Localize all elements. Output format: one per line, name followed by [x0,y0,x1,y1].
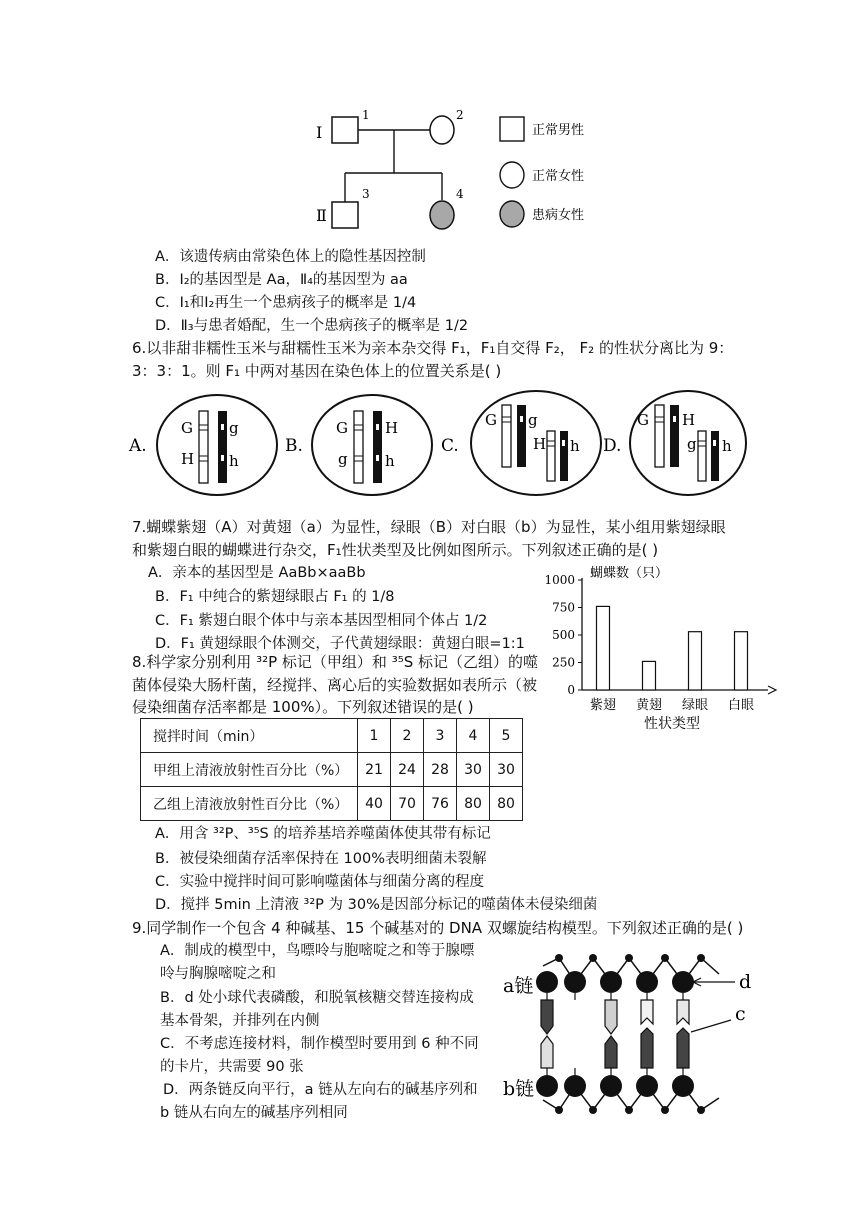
chart-y-tick-label: 750 [552,600,575,615]
q6-option-c-label: C. [441,436,459,456]
q6-stem-line2: 3：3：1。则 F₁ 中两对基因在染色体上的位置关系是( ) [132,362,502,380]
chart-y-tick-label: 250 [552,655,575,670]
q7-option-d: D．F₁ 黄翅绿眼个体测交，子代黄翅绿眼：黄翅白眼=1:1 [155,636,525,652]
table-header-row [141,719,523,753]
q9-option-a-line1: A．制成的模型中，鸟嘌呤与胞嘧啶之和等于腺嘌 [160,943,475,959]
q8-stem-line3: 侵染细菌存活率都是 100%）。下列叙述错误的是( ) [132,698,474,716]
q9-option-c-line2: 的卡片，共需要 90 张 [160,1059,304,1075]
q6-a-gene-G: G [181,419,193,437]
table-row-label: 乙组上清液放射性百分比（%） [141,787,358,821]
q6-d-gene-G: G [637,411,649,429]
q9-option-b-line1: B．d 处小球代表磷酸，和脱氧核糖交替连接构成 [160,990,474,1006]
table-cell: 30 [457,753,490,787]
chart-category-label: 紫翅 [589,698,617,713]
chart-bar-3 [735,632,748,690]
chart-y-tick-label: 1000 [544,573,575,587]
q8-option-c: C．实验中搅拌时间可影响噬菌体与细菌分离的程度 [155,874,485,890]
individual-4-affected-female [430,201,454,229]
individual-1-number: 1 [362,108,370,122]
legend-affected-symbol [500,201,524,227]
q7-option-c: C．F₁ 紫翅白眼个体中与亲本基因型相同个体占 1/2 [155,613,488,629]
q6-b-gene-h: h [385,452,395,470]
table-row-label: 甲组上清液放射性百分比（%） [141,753,358,787]
q6-d-gene-h: h [722,437,732,455]
table-cell: 21 [358,753,391,787]
individual-3-male [332,202,358,228]
q6-b-gene-G: G [336,419,348,437]
pedigree-figure [300,100,590,240]
legend-male-label: 正常男性 [532,123,585,138]
q6-a-gene-g: g [229,419,239,437]
q8-option-a: A．用含 ³²P、³⁵S 的培养基培养噬菌体使其带有标记 [155,826,491,842]
legend-affected-label: 患病女性 [532,208,585,223]
q9-option-d-line2: b 链从右向左的碱基序列相同 [160,1105,348,1121]
experiment-table [140,718,523,821]
chart-category-label: 黄翅 [635,698,663,713]
table-cell: 30 [490,753,523,787]
individual-2-number: 2 [456,108,464,122]
q7-option-a: A．亲本的基因型是 AaBb×aaBb [148,565,366,581]
q8-stem-line1: 8.科学家分别利用 ³²P 标记（甲组）和 ³⁵S 标记（乙组）的噬 [132,653,539,671]
q6-c-gene-H: H [533,435,547,453]
chart-y-tick-label: 0 [567,683,575,697]
q7-stem-line1: 7.蝴蝶紫翅（A）对黄翅（a）为显性，绿眼（B）对白眼（b）为显性，某小组用紫翅绿眼 [132,518,726,536]
q7-stem-line2: 和紫翅白眼的蝴蝶进行杂交，F₁性状类型及比例如图所示。下列叙述正确的是( ) [132,541,659,559]
q6-d-gene-g: g [687,435,697,453]
q5-option-a: A．该遗传病由常染色体上的隐性基因控制 [155,249,426,265]
chart-bar-0 [597,606,610,690]
table-cell: 70 [391,787,424,821]
q6-option-a-label: A. [129,436,147,456]
legend-female-label: 正常女性 [532,169,585,184]
individual-4-number: 4 [456,187,464,201]
table-cell: 80 [457,787,490,821]
q7-option-b: B．F₁ 中纯合的紫翅绿眼占 F₁ 的 1/8 [155,589,395,605]
table-cell: 80 [490,787,523,821]
chart-y-tick-label: 500 [552,628,575,642]
q9-option-c-line1: C．不考虑连接材料，制作模型时要用到 6 种不同 [160,1036,479,1052]
q9-option-b-line2: 基本骨架，并排列在内侧 [160,1013,320,1029]
chart-category-label: 白眼 [727,698,755,713]
q6-a-gene-h: h [229,452,239,470]
butterfly-bar-chart [540,560,780,735]
chart-bar-1 [643,661,656,690]
dna-label-a-chain: a链 [503,975,534,997]
legend-male-symbol [500,117,524,141]
table-cell: 76 [424,787,457,821]
q6-c-gene-G: G [485,411,497,429]
dna-model-figure [495,950,770,1125]
generation-1-label: Ⅰ [316,123,323,142]
q6-option-d-label: D. [603,436,622,456]
dna-label-b-chain: b链 [503,1078,535,1100]
table-cell: 3 [424,719,457,753]
dna-label-c: c [735,1003,746,1025]
table-cell: 24 [391,753,424,787]
q8-stem-line2: 菌体侵染大肠杆菌，经搅拌、离心后的实验数据如表所示（被 [132,676,538,694]
q5-option-d: D．Ⅱ₃与患者婚配，生一个患病孩子的概率是 1/2 [155,318,469,334]
table-cell: 4 [457,719,490,753]
table-row [141,787,523,821]
chart-ylabel: 蝴蝶数（只） [590,566,669,581]
q6-b-gene-g: g [338,450,348,468]
q5-option-c: C．Ⅰ₁和Ⅰ₂再生一个患病孩子的概率是 1/4 [155,295,417,311]
table-cell: 2 [391,719,424,753]
q8-option-b: B．被侵染细菌存活率保持在 100%表明细菌未裂解 [155,851,487,867]
table-row [141,753,523,787]
table-cell: 28 [424,753,457,787]
table-cell: 40 [358,787,391,821]
individual-2-female [430,116,454,144]
chart-category-label: 绿眼 [681,698,709,713]
table-cell: 1 [358,719,391,753]
table-header-label: 搅拌时间（min） [141,719,358,753]
q6-option-b-label: B. [285,436,303,456]
q9-option-a-line2: 呤与胸腺嘧啶之和 [160,966,276,982]
chart-bar-2 [689,632,702,690]
table-cell: 5 [490,719,523,753]
q6-stem-line1: 6.以非甜非糯性玉米与甜糯性玉米为亲本杂交得 F₁，F₁自交得 F₂， F₂ 的性状分离比为 9： [132,339,734,357]
chart-xlabel: 性状类型 [644,716,700,732]
q6-chromosome-options [125,385,750,505]
q9-option-d-line1: D．两条链反向平行，a 链从左向右的碱基序列和 [163,1082,478,1098]
q6-option-a-cell [157,395,277,495]
q8-option-d: D．搅拌 5min 上清液 ³²P 为 30%是因部分标记的噬菌体未侵染细菌 [155,897,598,913]
q6-c-gene-g: g [528,411,538,429]
generation-2-label: Ⅱ [316,206,327,225]
q6-c-gene-h: h [570,437,580,455]
q6-b-gene-H: H [385,419,399,437]
individual-1-male [332,117,358,143]
q6-a-gene-H: H [181,450,195,468]
legend-female-symbol [500,162,524,188]
q6-d-gene-H: H [682,411,696,429]
individual-3-number: 3 [362,187,370,201]
q9-stem: 9.同学制作一个包含 4 种碱基、15 个碱基对的 DNA 双螺旋结构模型。下列叙述正确的是( ) [132,919,744,937]
q5-option-b: B．Ⅰ₂的基因型是 Aa，Ⅱ₄的基因型为 aa [155,272,408,288]
q6-option-b-cell [312,395,432,495]
dna-label-d: d [739,971,752,993]
